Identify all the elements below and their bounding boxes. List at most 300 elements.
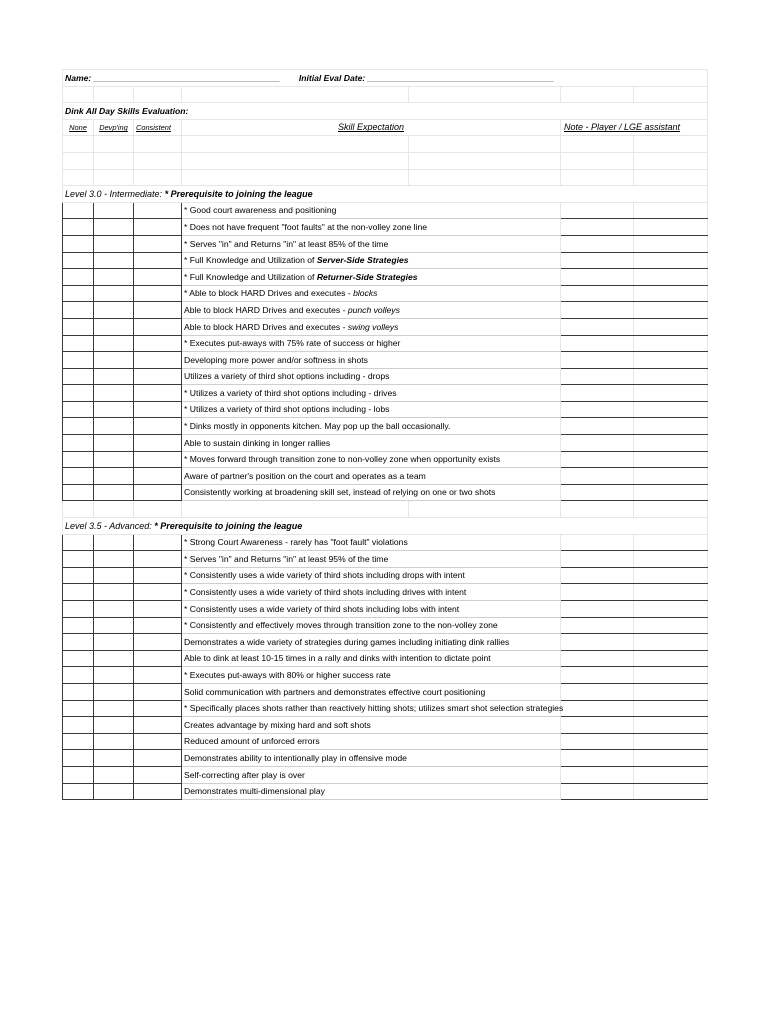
spacer-row xyxy=(63,169,708,186)
note-field[interactable] xyxy=(561,335,634,352)
skill-text: Aware of partner's position on the court and operates as a team xyxy=(184,470,426,481)
note-field[interactable] xyxy=(561,484,634,501)
none-checkbox[interactable] xyxy=(63,667,94,684)
developing-checkbox[interactable] xyxy=(94,634,134,651)
note-field-extension[interactable] xyxy=(634,368,708,385)
skill-expectation xyxy=(182,551,561,568)
skill-row xyxy=(63,683,708,700)
developing-checkbox[interactable] xyxy=(94,750,134,767)
none-checkbox[interactable] xyxy=(63,750,94,767)
note-field[interactable] xyxy=(561,269,634,286)
evaluation-table xyxy=(62,69,708,800)
consistent-checkbox[interactable] xyxy=(134,252,182,269)
skill-row xyxy=(63,601,708,618)
none-checkbox[interactable] xyxy=(63,650,94,667)
level-30-title-row xyxy=(63,186,708,203)
none-checkbox[interactable] xyxy=(63,534,94,551)
name-date-row xyxy=(63,70,708,87)
level-30-title xyxy=(63,186,708,203)
developing-checkbox[interactable] xyxy=(94,318,134,335)
none-checkbox[interactable] xyxy=(63,717,94,734)
skill-row xyxy=(63,385,708,402)
none-checkbox[interactable] xyxy=(63,368,94,385)
skill-row xyxy=(63,783,708,800)
note-field-extension[interactable] xyxy=(634,418,708,435)
skill-row xyxy=(63,667,708,684)
consistent-checkbox[interactable] xyxy=(134,202,182,219)
none-checkbox[interactable] xyxy=(63,318,94,335)
skill-text: Able to block HARD Drives and executes - xyxy=(184,321,348,332)
note-field-extension[interactable] xyxy=(634,252,708,269)
note-field-extension[interactable] xyxy=(634,285,708,302)
developing-checkbox[interactable] xyxy=(94,484,134,501)
level-35-title-row xyxy=(63,518,708,535)
skill-row xyxy=(63,202,708,219)
note-field-extension[interactable] xyxy=(634,534,708,551)
skill-expectation xyxy=(182,683,561,700)
skill-text: * Specifically places shots rather than reactively hitting shots; utilizes smart shot selection strategies xyxy=(184,703,564,714)
developing-checkbox[interactable] xyxy=(94,650,134,667)
developing-checkbox[interactable] xyxy=(94,700,134,717)
developing-checkbox[interactable] xyxy=(94,766,134,783)
note-field-extension[interactable] xyxy=(634,451,708,468)
skill-expectation xyxy=(182,468,561,485)
note-field-extension[interactable] xyxy=(634,468,708,485)
developing-checkbox[interactable] xyxy=(94,435,134,452)
skill-row xyxy=(63,567,708,584)
skill-expectation xyxy=(182,202,561,219)
note-field-extension[interactable] xyxy=(634,700,708,717)
skill-text: * Full Knowledge and Utilization of xyxy=(184,255,317,266)
note-field-extension[interactable] xyxy=(634,717,708,734)
developing-checkbox[interactable] xyxy=(94,683,134,700)
note-field[interactable] xyxy=(561,617,634,634)
none-checkbox[interactable] xyxy=(63,683,94,700)
skill-text: Able to block HARD Drives and executes - xyxy=(184,304,348,315)
note-field[interactable] xyxy=(561,683,634,700)
note-field-extension[interactable] xyxy=(634,318,708,335)
skill-expectation xyxy=(182,667,561,684)
skill-row xyxy=(63,534,708,551)
skill-row xyxy=(63,584,708,601)
skill-row xyxy=(63,318,708,335)
developing-checkbox[interactable] xyxy=(94,783,134,800)
skill-text: Creates advantage by mixing hard and soft shots xyxy=(184,719,371,730)
level-30-title-emphasis: * Prerequisite to joining the league xyxy=(164,188,313,199)
note-field-extension[interactable] xyxy=(634,202,708,219)
consistent-checkbox[interactable] xyxy=(134,401,182,418)
developing-checkbox[interactable] xyxy=(94,385,134,402)
consistent-checkbox[interactable] xyxy=(134,368,182,385)
skill-text: Self-correcting after play is over xyxy=(184,769,305,780)
note-field-extension[interactable] xyxy=(634,385,708,402)
note-field[interactable] xyxy=(561,551,634,568)
consistent-checkbox[interactable] xyxy=(134,551,182,568)
skill-expectation xyxy=(182,484,561,501)
note-field[interactable] xyxy=(561,202,634,219)
note-field-extension[interactable] xyxy=(634,352,708,369)
none-checkbox[interactable] xyxy=(63,252,94,269)
skill-text: * Moves forward through transition zone to non-volley zone when opportunity exists xyxy=(184,454,501,465)
name-field[interactable]: _______________________________________ xyxy=(93,72,281,83)
level-30-title-prefix: Level 3.0 - Intermediate: xyxy=(65,188,165,199)
none-checkbox[interactable] xyxy=(63,634,94,651)
consistent-checkbox[interactable] xyxy=(134,700,182,717)
consistent-checkbox[interactable] xyxy=(134,617,182,634)
note-field[interactable] xyxy=(561,385,634,402)
spacer-row xyxy=(63,136,708,153)
note-field[interactable] xyxy=(561,252,634,269)
skill-row xyxy=(63,302,708,319)
none-checkbox[interactable] xyxy=(63,235,94,252)
developing-checkbox[interactable] xyxy=(94,584,134,601)
note-field-extension[interactable] xyxy=(634,601,708,618)
note-field[interactable] xyxy=(561,219,634,236)
note-field-extension[interactable] xyxy=(634,667,708,684)
none-checkbox[interactable] xyxy=(63,269,94,286)
note-field-extension[interactable] xyxy=(634,650,708,667)
skill-text: Demonstrates a wide variety of strategies during games including initiating dink rallies xyxy=(184,636,510,647)
consistent-checkbox[interactable] xyxy=(134,468,182,485)
note-field-extension[interactable] xyxy=(634,634,708,651)
consistent-checkbox[interactable] xyxy=(134,302,182,319)
none-checkbox[interactable] xyxy=(63,335,94,352)
level-35-title-prefix: Level 3.5 - Advanced: xyxy=(65,520,155,531)
none-checkbox[interactable] xyxy=(63,567,94,584)
skill-row xyxy=(63,368,708,385)
note-field[interactable] xyxy=(561,584,634,601)
evaluation-sheet xyxy=(62,69,707,800)
skill-row xyxy=(63,335,708,352)
skill-expectation xyxy=(182,766,561,783)
consistent-checkbox[interactable] xyxy=(134,318,182,335)
eval-date-label: Initial Eval Date: xyxy=(298,72,368,83)
note-field[interactable] xyxy=(561,451,634,468)
level-35-title-emphasis: * Prerequisite to joining the league xyxy=(154,520,303,531)
developing-checkbox[interactable] xyxy=(94,468,134,485)
developing-checkbox[interactable] xyxy=(94,285,134,302)
skill-row xyxy=(63,418,708,435)
note-field[interactable] xyxy=(561,766,634,783)
consistent-checkbox[interactable] xyxy=(134,451,182,468)
skill-expectation xyxy=(182,335,561,352)
skill-expectation xyxy=(182,534,561,551)
note-field-extension[interactable] xyxy=(634,269,708,286)
consistent-checkbox[interactable] xyxy=(134,235,182,252)
consistent-checkbox[interactable] xyxy=(134,634,182,651)
none-checkbox[interactable] xyxy=(63,418,94,435)
note-field[interactable] xyxy=(561,468,634,485)
skill-row xyxy=(63,252,708,269)
skill-expectation xyxy=(182,451,561,468)
note-field[interactable] xyxy=(561,302,634,319)
note-field[interactable] xyxy=(561,285,634,302)
note-field[interactable] xyxy=(561,601,634,618)
skill-text: Demonstrates ability to intentionally play in offensive mode xyxy=(184,752,407,763)
spacer-row xyxy=(63,86,708,103)
consistent-checkbox[interactable] xyxy=(134,567,182,584)
eval-date-field[interactable]: _______________________________________ xyxy=(367,72,555,83)
note-field[interactable] xyxy=(561,368,634,385)
none-checkbox[interactable] xyxy=(63,385,94,402)
none-checkbox[interactable] xyxy=(63,202,94,219)
skill-expectation xyxy=(182,252,561,269)
skill-expectation xyxy=(182,368,561,385)
level-35-title xyxy=(63,518,708,535)
form-title: Dink All Day Skills Evaluation: xyxy=(63,103,708,120)
developing-checkbox[interactable] xyxy=(94,302,134,319)
skill-text: * Executes put-aways with 75% rate of success or higher xyxy=(184,338,401,349)
note-field-extension[interactable] xyxy=(634,435,708,452)
skill-expectation xyxy=(182,567,561,584)
none-checkbox[interactable] xyxy=(63,766,94,783)
note-field[interactable] xyxy=(561,534,634,551)
skill-row xyxy=(63,352,708,369)
skill-text: Able to dink at least 10-15 times in a rally and dinks with intention to dictate point xyxy=(184,653,491,664)
none-checkbox[interactable] xyxy=(63,302,94,319)
note-field[interactable] xyxy=(561,235,634,252)
skill-text: * Good court awareness and positioning xyxy=(184,205,337,216)
skill-row xyxy=(63,750,708,767)
developing-checkbox[interactable] xyxy=(94,202,134,219)
developing-checkbox[interactable] xyxy=(94,219,134,236)
note-field-extension[interactable] xyxy=(634,584,708,601)
developing-checkbox[interactable] xyxy=(94,567,134,584)
skill-text: * Consistently uses a wide variety of third shots including drives with intent xyxy=(184,587,467,597)
skill-emphasis: Returner-Side Strategies xyxy=(316,271,418,282)
consistent-checkbox[interactable] xyxy=(134,683,182,700)
developing-checkbox[interactable] xyxy=(94,667,134,684)
col-skill-header: Skill Expectation xyxy=(182,119,561,136)
skill-text: Developing more power and/or softness in shots xyxy=(184,354,368,365)
skill-text: * Full Knowledge and Utilization of xyxy=(184,271,317,282)
consistent-checkbox[interactable] xyxy=(134,269,182,286)
note-field-extension[interactable] xyxy=(634,302,708,319)
skill-row xyxy=(63,766,708,783)
consistent-checkbox[interactable] xyxy=(134,667,182,684)
skill-expectation xyxy=(182,435,561,452)
consistent-checkbox[interactable] xyxy=(134,285,182,302)
skill-row xyxy=(63,617,708,634)
skill-expectation xyxy=(182,617,561,634)
skill-row xyxy=(63,451,708,468)
note-field[interactable] xyxy=(561,733,634,750)
skill-expectation xyxy=(182,318,561,335)
developing-checkbox[interactable] xyxy=(94,235,134,252)
col-developing-header: Devp'ing xyxy=(94,119,134,136)
skill-expectation xyxy=(182,601,561,618)
skill-text: Demonstrates multi-dimensional play xyxy=(184,786,325,797)
skill-emphasis: blocks xyxy=(353,288,378,299)
consistent-checkbox[interactable] xyxy=(134,534,182,551)
developing-checkbox[interactable] xyxy=(94,252,134,269)
note-field[interactable] xyxy=(561,717,634,734)
developing-checkbox[interactable] xyxy=(94,352,134,369)
skill-row xyxy=(63,468,708,485)
skill-emphasis: punch volleys xyxy=(347,304,400,315)
skill-row xyxy=(63,733,708,750)
skill-text: * Consistently uses a wide variety of third shots including drops with intent xyxy=(184,570,465,581)
developing-checkbox[interactable] xyxy=(94,551,134,568)
none-checkbox[interactable] xyxy=(63,484,94,501)
skill-text: Utilizes a variety of third shot options including - drops xyxy=(184,371,390,382)
consistent-checkbox[interactable] xyxy=(134,219,182,236)
skill-text: Reduced amount of unforced errors xyxy=(184,736,320,747)
skill-text: * Utilizes a variety of third shot options including - lobs xyxy=(184,404,390,415)
note-field-extension[interactable] xyxy=(634,484,708,501)
none-checkbox[interactable] xyxy=(63,733,94,750)
skill-text: * Consistently and effectively moves through transition zone to the non-volley zone xyxy=(184,620,498,631)
skill-expectation xyxy=(182,235,561,252)
skill-row xyxy=(63,484,708,501)
note-field-extension[interactable] xyxy=(634,617,708,634)
skill-expectation xyxy=(182,750,561,767)
consistent-checkbox[interactable] xyxy=(134,766,182,783)
skill-text: * Serves "in" and Returns "in" at least 95% of the time xyxy=(184,553,389,564)
developing-checkbox[interactable] xyxy=(94,335,134,352)
name-label: Name: xyxy=(65,72,94,83)
note-field[interactable] xyxy=(561,650,634,667)
none-checkbox[interactable] xyxy=(63,700,94,717)
note-field[interactable] xyxy=(561,352,634,369)
note-field[interactable] xyxy=(561,318,634,335)
skill-text: * Executes put-aways with 80% or higher success rate xyxy=(184,669,391,680)
consistent-checkbox[interactable] xyxy=(134,733,182,750)
note-field-extension[interactable] xyxy=(634,551,708,568)
note-field-extension[interactable] xyxy=(634,750,708,767)
skill-emphasis: swing volleys xyxy=(347,321,399,332)
skill-row xyxy=(63,700,708,717)
note-field-extension[interactable] xyxy=(634,783,708,800)
note-field-extension[interactable] xyxy=(634,335,708,352)
none-checkbox[interactable] xyxy=(63,435,94,452)
note-field-extension[interactable] xyxy=(634,733,708,750)
skill-expectation xyxy=(182,385,561,402)
none-checkbox[interactable] xyxy=(63,401,94,418)
skill-row xyxy=(63,235,708,252)
none-checkbox[interactable] xyxy=(63,601,94,618)
form-title-row xyxy=(63,103,708,120)
note-field[interactable] xyxy=(561,418,634,435)
skill-emphasis: Server-Side Strategies xyxy=(316,255,409,266)
skill-expectation xyxy=(182,584,561,601)
developing-checkbox[interactable] xyxy=(94,534,134,551)
skill-expectation xyxy=(182,418,561,435)
note-field[interactable] xyxy=(561,435,634,452)
developing-checkbox[interactable] xyxy=(94,401,134,418)
none-checkbox[interactable] xyxy=(63,468,94,485)
note-field[interactable] xyxy=(561,750,634,767)
skill-text: * Does not have frequent "foot faults" at the non-volley zone line xyxy=(184,221,428,232)
note-field-extension[interactable] xyxy=(634,401,708,418)
note-field[interactable] xyxy=(561,700,634,717)
consistent-checkbox[interactable] xyxy=(134,584,182,601)
skill-row xyxy=(63,634,708,651)
consistent-checkbox[interactable] xyxy=(134,418,182,435)
none-checkbox[interactable] xyxy=(63,617,94,634)
skill-expectation xyxy=(182,783,561,800)
skill-text: Consistently working at broadening skill set, instead of relying on one or two shots xyxy=(184,487,496,498)
note-field-extension[interactable] xyxy=(634,766,708,783)
skill-row xyxy=(63,285,708,302)
consistent-checkbox[interactable] xyxy=(134,717,182,734)
note-field[interactable] xyxy=(561,783,634,800)
none-checkbox[interactable] xyxy=(63,783,94,800)
developing-checkbox[interactable] xyxy=(94,269,134,286)
consistent-checkbox[interactable] xyxy=(134,484,182,501)
skill-expectation xyxy=(182,219,561,236)
note-field[interactable] xyxy=(561,634,634,651)
column-header-row xyxy=(63,119,708,136)
note-field[interactable] xyxy=(561,401,634,418)
skill-expectation xyxy=(182,634,561,651)
none-checkbox[interactable] xyxy=(63,285,94,302)
consistent-checkbox[interactable] xyxy=(134,385,182,402)
note-field-extension[interactable] xyxy=(634,683,708,700)
skill-text: Able to sustain dinking in longer rallies xyxy=(184,437,331,448)
note-field-extension[interactable] xyxy=(634,219,708,236)
skill-text: * Strong Court Awareness - rarely has "foot fault" violations xyxy=(184,537,408,548)
consistent-checkbox[interactable] xyxy=(134,750,182,767)
consistent-checkbox[interactable] xyxy=(134,352,182,369)
skill-row xyxy=(63,219,708,236)
skill-text: * Serves "in" and Returns "in" at least 85% of the time xyxy=(184,238,389,249)
developing-checkbox[interactable] xyxy=(94,368,134,385)
spacer-row xyxy=(63,501,708,518)
consistent-checkbox[interactable] xyxy=(134,650,182,667)
consistent-checkbox[interactable] xyxy=(134,335,182,352)
developing-checkbox[interactable] xyxy=(94,601,134,618)
skill-row xyxy=(63,717,708,734)
skill-text: * Dinks mostly in opponents kitchen. May pop up the ball occasionally. xyxy=(184,421,451,432)
col-consistent-header: Consistent xyxy=(134,119,182,136)
consistent-checkbox[interactable] xyxy=(134,601,182,618)
skill-expectation xyxy=(182,650,561,667)
developing-checkbox[interactable] xyxy=(94,418,134,435)
skill-expectation xyxy=(182,401,561,418)
none-checkbox[interactable] xyxy=(63,219,94,236)
developing-checkbox[interactable] xyxy=(94,717,134,734)
skill-row xyxy=(63,551,708,568)
note-field[interactable] xyxy=(561,567,634,584)
consistent-checkbox[interactable] xyxy=(134,783,182,800)
spacer-row xyxy=(63,152,708,169)
skill-text: * Utilizes a variety of third shot options including - drives xyxy=(184,387,397,398)
skill-row xyxy=(63,269,708,286)
skill-row xyxy=(63,401,708,418)
developing-checkbox[interactable] xyxy=(94,617,134,634)
none-checkbox[interactable] xyxy=(63,352,94,369)
consistent-checkbox[interactable] xyxy=(134,435,182,452)
none-checkbox[interactable] xyxy=(63,551,94,568)
skill-expectation xyxy=(182,285,561,302)
skill-expectation xyxy=(182,733,561,750)
skill-text: * Able to block HARD Drives and executes - xyxy=(184,288,354,299)
note-field-extension[interactable] xyxy=(634,567,708,584)
skill-expectation xyxy=(182,717,561,734)
none-checkbox[interactable] xyxy=(63,584,94,601)
skill-row xyxy=(63,435,708,452)
note-field[interactable] xyxy=(561,667,634,684)
skill-row xyxy=(63,650,708,667)
skill-text: Solid communication with partners and demonstrates effective court positioning xyxy=(184,686,486,697)
col-note-header: Note - Player / LGE assistant xyxy=(561,119,708,136)
none-checkbox[interactable] xyxy=(63,451,94,468)
skill-expectation xyxy=(182,302,561,319)
note-field-extension[interactable] xyxy=(634,235,708,252)
developing-checkbox[interactable] xyxy=(94,733,134,750)
developing-checkbox[interactable] xyxy=(94,451,134,468)
